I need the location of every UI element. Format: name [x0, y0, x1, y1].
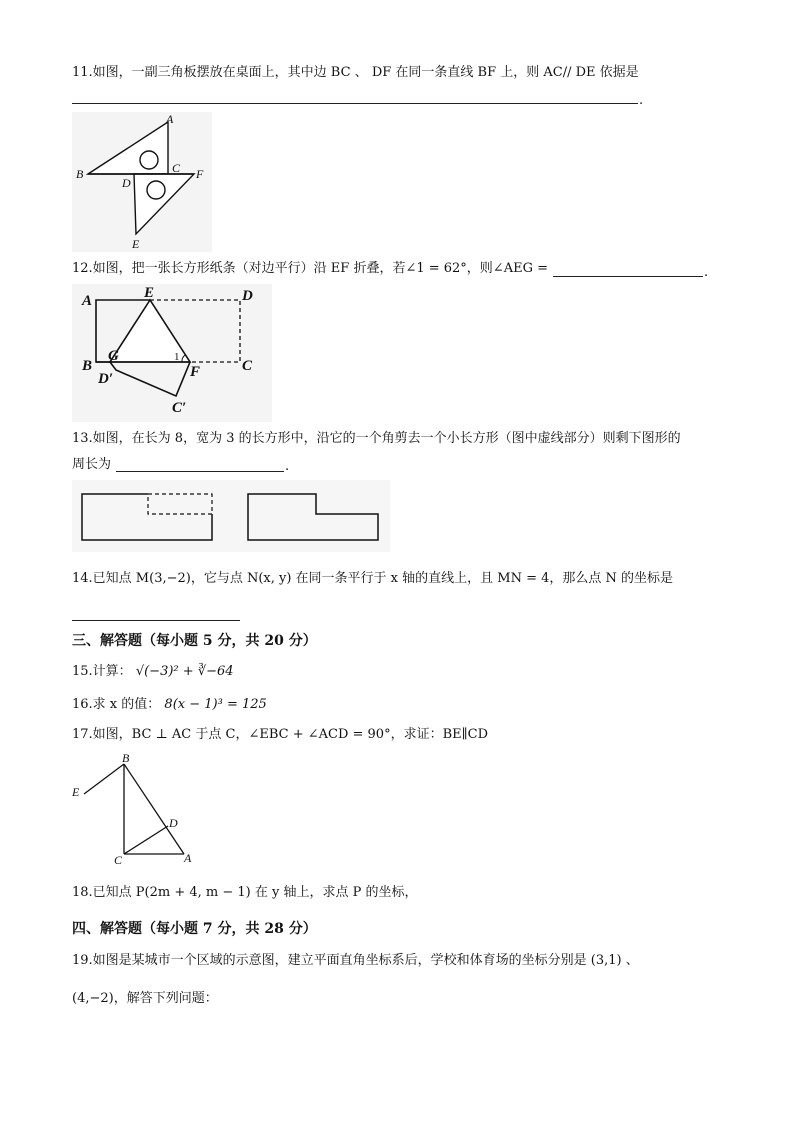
q19-line1: 19.如图是某城市一个区域的示意图，建立平面直角坐标系后，学校和体育场的坐标分别是 (3,1) 、 [72, 953, 639, 968]
q17-figure [72, 750, 202, 868]
section4-title: 四、解答题（每小题 7 分，共 28 分） [72, 921, 317, 937]
q12-label-G: G [108, 348, 119, 364]
q12-label-D: D [242, 288, 253, 304]
q11-label-E: E [132, 237, 140, 251]
q13-end-dot: . [285, 459, 290, 474]
q11-label-A: A [166, 112, 174, 126]
q15-prefix: 15.计算： [72, 664, 132, 679]
q11-figure-triangle-rulers [72, 112, 212, 252]
q12-label-B: B [82, 358, 93, 374]
q13-figure-rectangles [72, 480, 390, 552]
q16-row [72, 696, 267, 714]
q12-label-C: C [242, 358, 253, 374]
q13-line2: 周长为 [72, 457, 112, 472]
q15-row [72, 663, 234, 681]
section3-title: 三、解答题（每小题 5 分，共 20 分） [72, 633, 317, 649]
q13-line1: 13.如图，在长为 8，宽为 3 的长方形中，沿它的一个角剪去一个小长方形（图中虚线部分）则剩下图形的 [72, 431, 681, 446]
q17-label-E: E [72, 785, 80, 799]
q11-label-F: F [196, 167, 204, 181]
q17-label-B: B [122, 751, 130, 765]
q16-expression: 8(x − 1)³ = 125 [164, 697, 267, 712]
q11-label-B: B [76, 167, 84, 181]
q11-answer-blank[interactable] [72, 103, 638, 104]
q11-label-D: D [122, 176, 131, 190]
q11-end-dot: . [639, 93, 644, 108]
q12-figure-folded-strip [72, 284, 272, 422]
q17-label-D: D [169, 816, 178, 830]
q18-text: 18.已知点 P(2m + 4, m − 1) 在 y 轴上，求点 P 的坐标， [72, 885, 418, 900]
q12-label-C-prime: C′ [172, 400, 187, 416]
q17-text: 17.如图，BC ⊥ AC 于点 C，∠EBC + ∠ACD = 90°，求证：BE∥CD [72, 727, 489, 742]
q14-answer-blank[interactable] [72, 620, 240, 621]
q12-label-E: E [144, 285, 155, 301]
q12-label-A: A [82, 293, 93, 309]
q17-label-A: A [184, 851, 192, 865]
q11-text: 11.如图，一副三角板摆放在桌面上，其中边 BC 、 DF 在同一条直线 BF 上，则 AC// DE 依据是 [72, 65, 639, 80]
q17-label-C: C [114, 853, 123, 867]
q19-line2: (4,−2)，解答下列问题： [72, 991, 218, 1006]
q12-label-F: F [190, 364, 201, 380]
q11-label-C: C [172, 161, 181, 175]
q12-label-D-prime: D′ [98, 371, 114, 387]
q12-end-dot: . [704, 265, 709, 280]
q14-text: 14.已知点 M(3,−2)，它与点 N(x, y) 在同一条平行于 x 轴的直线上，且 MN = 4，那么点 N 的坐标是 [72, 571, 674, 586]
q12-label-angle-1: 1 [174, 351, 180, 363]
q12-text: 12.如图，把一张长方形纸条（对边平行）沿 EF 折叠，若∠1 = 62°，则∠AEG = [72, 261, 548, 276]
q15-expression: √(−3)² + ∛−64 [135, 664, 234, 679]
q16-prefix: 16.求 x 的值： [72, 697, 161, 712]
q13-answer-blank[interactable] [116, 471, 284, 472]
q12-answer-blank[interactable] [553, 276, 703, 277]
